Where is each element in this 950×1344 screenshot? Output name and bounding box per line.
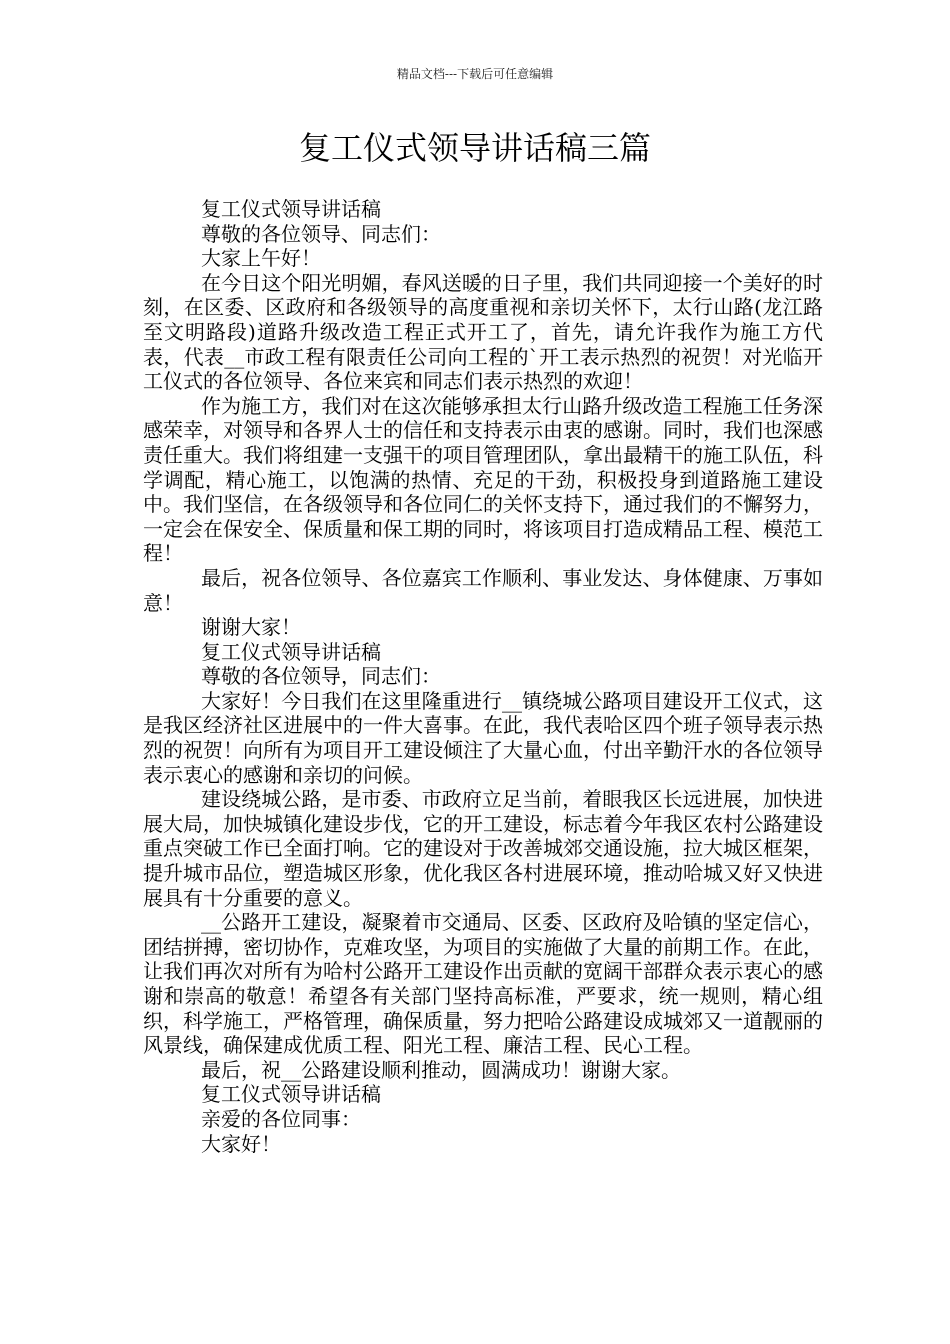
paragraph: 尊敬的各位领导，同志们： <box>201 664 441 689</box>
paragraph: 复工仪式领导讲话稿 <box>201 197 381 221</box>
document-body <box>143 197 823 1156</box>
paragraph: 作为施工方，我们对在这次能够承担太行山路升级改造工程施工任务深感荣幸，对领导和各界人士的信任和支持表示由衷的感谢。同时，我们也深感责任重大。我们将组建一支强干的项目管理团队，拿出最精干的施工队伍，科学调配，精心施工，以饱满的热情、充足的干劲，积极投身到道路施工建设中。我们坚信，在各级领导和各位同仁的关怀支持下，通过我们的不懈努力，一定会在保安全、保质量和保工期的同时，将该项目打造成精品工程、模范工程！ <box>143 393 823 566</box>
paragraph: 大家好！ <box>201 1131 281 1156</box>
paragraph: 在今日这个阳光明媚，春风送暖的日子里，我们共同迎接一个美好的时刻，在区委、区政府和各级领导的高度重视和亲切关怀下，太行山路(龙江路至文明路段)道路升级改造工程正式开工了，首先，请允许我作为施工方代表，代表__市政工程有限责任公司向工程的`开工表示热烈的祝贺！对光临开工仪式的各位领导、各位来宾和同志们表示热烈的欢迎！ <box>143 270 823 394</box>
paragraph: __公路开工建设，凝聚着市交通局、区委、区政府及哈镇的坚定信心，团结拼搏，密切协作，克难攻坚，为项目的实施做了大量的前期工作。在此，让我们再次对所有为哈村公路开工建设作出贡献的宽阔干部群众表示衷心的感谢和崇高的敬意！希望各有关部门坚持高标准，严要求，统一规则，精心组织，科学施工，严格管理，确保质量，努力把哈公路建设成城郊又一道靓丽的风景线，确保建成优质工程、阳光工程、廉洁工程、民心工程。 <box>143 910 823 1058</box>
paragraph: 亲爱的各位同事： <box>201 1106 361 1131</box>
paragraph: 谢谢大家！ <box>201 615 301 640</box>
document-title: 复工仪式领导讲话稿三篇 <box>298 129 651 167</box>
paragraph: 大家好！今日我们在这里隆重进行__镇绕城公路项目建设开工仪式，这是我区经济社区进展中的一件大喜事。在此，我代表哈区四个班子领导表示热烈的祝贺！向所有为项目开工建设倾注了大量心血，付出辛勤汗水的各位领导表示衷心的感谢和亲切的问候。 <box>143 688 823 787</box>
paragraph: 大家上午好！ <box>201 246 321 271</box>
header-note: 精品文档---下载后可任意编辑 <box>396 67 554 81</box>
paragraph: 建设绕城公路，是市委、市政府立足当前，着眼我区长远进展，加快进展大局，加快城镇化建设步伐，它的开工建设，标志着今年我区农村公路建设重点突破工作已全面打响。它的建设对于改善城郊交通设施，拉大城区框架，提升城市品位，塑造城区形象，优化我区各村进展环境，推动哈城又好又快进展具有十分重要的意义。 <box>143 787 823 910</box>
paragraph: 复工仪式领导讲话稿 <box>201 1082 381 1107</box>
paragraph: 尊敬的各位领导、同志们： <box>201 221 441 246</box>
paragraph: 复工仪式领导讲话稿 <box>201 639 381 664</box>
paragraph: 最后，祝__公路建设顺利推动，圆满成功！谢谢大家。 <box>201 1057 681 1082</box>
paragraph: 最后，祝各位领导、各位嘉宾工作顺利、事业发达、身体健康、万事如意！ <box>143 565 823 615</box>
